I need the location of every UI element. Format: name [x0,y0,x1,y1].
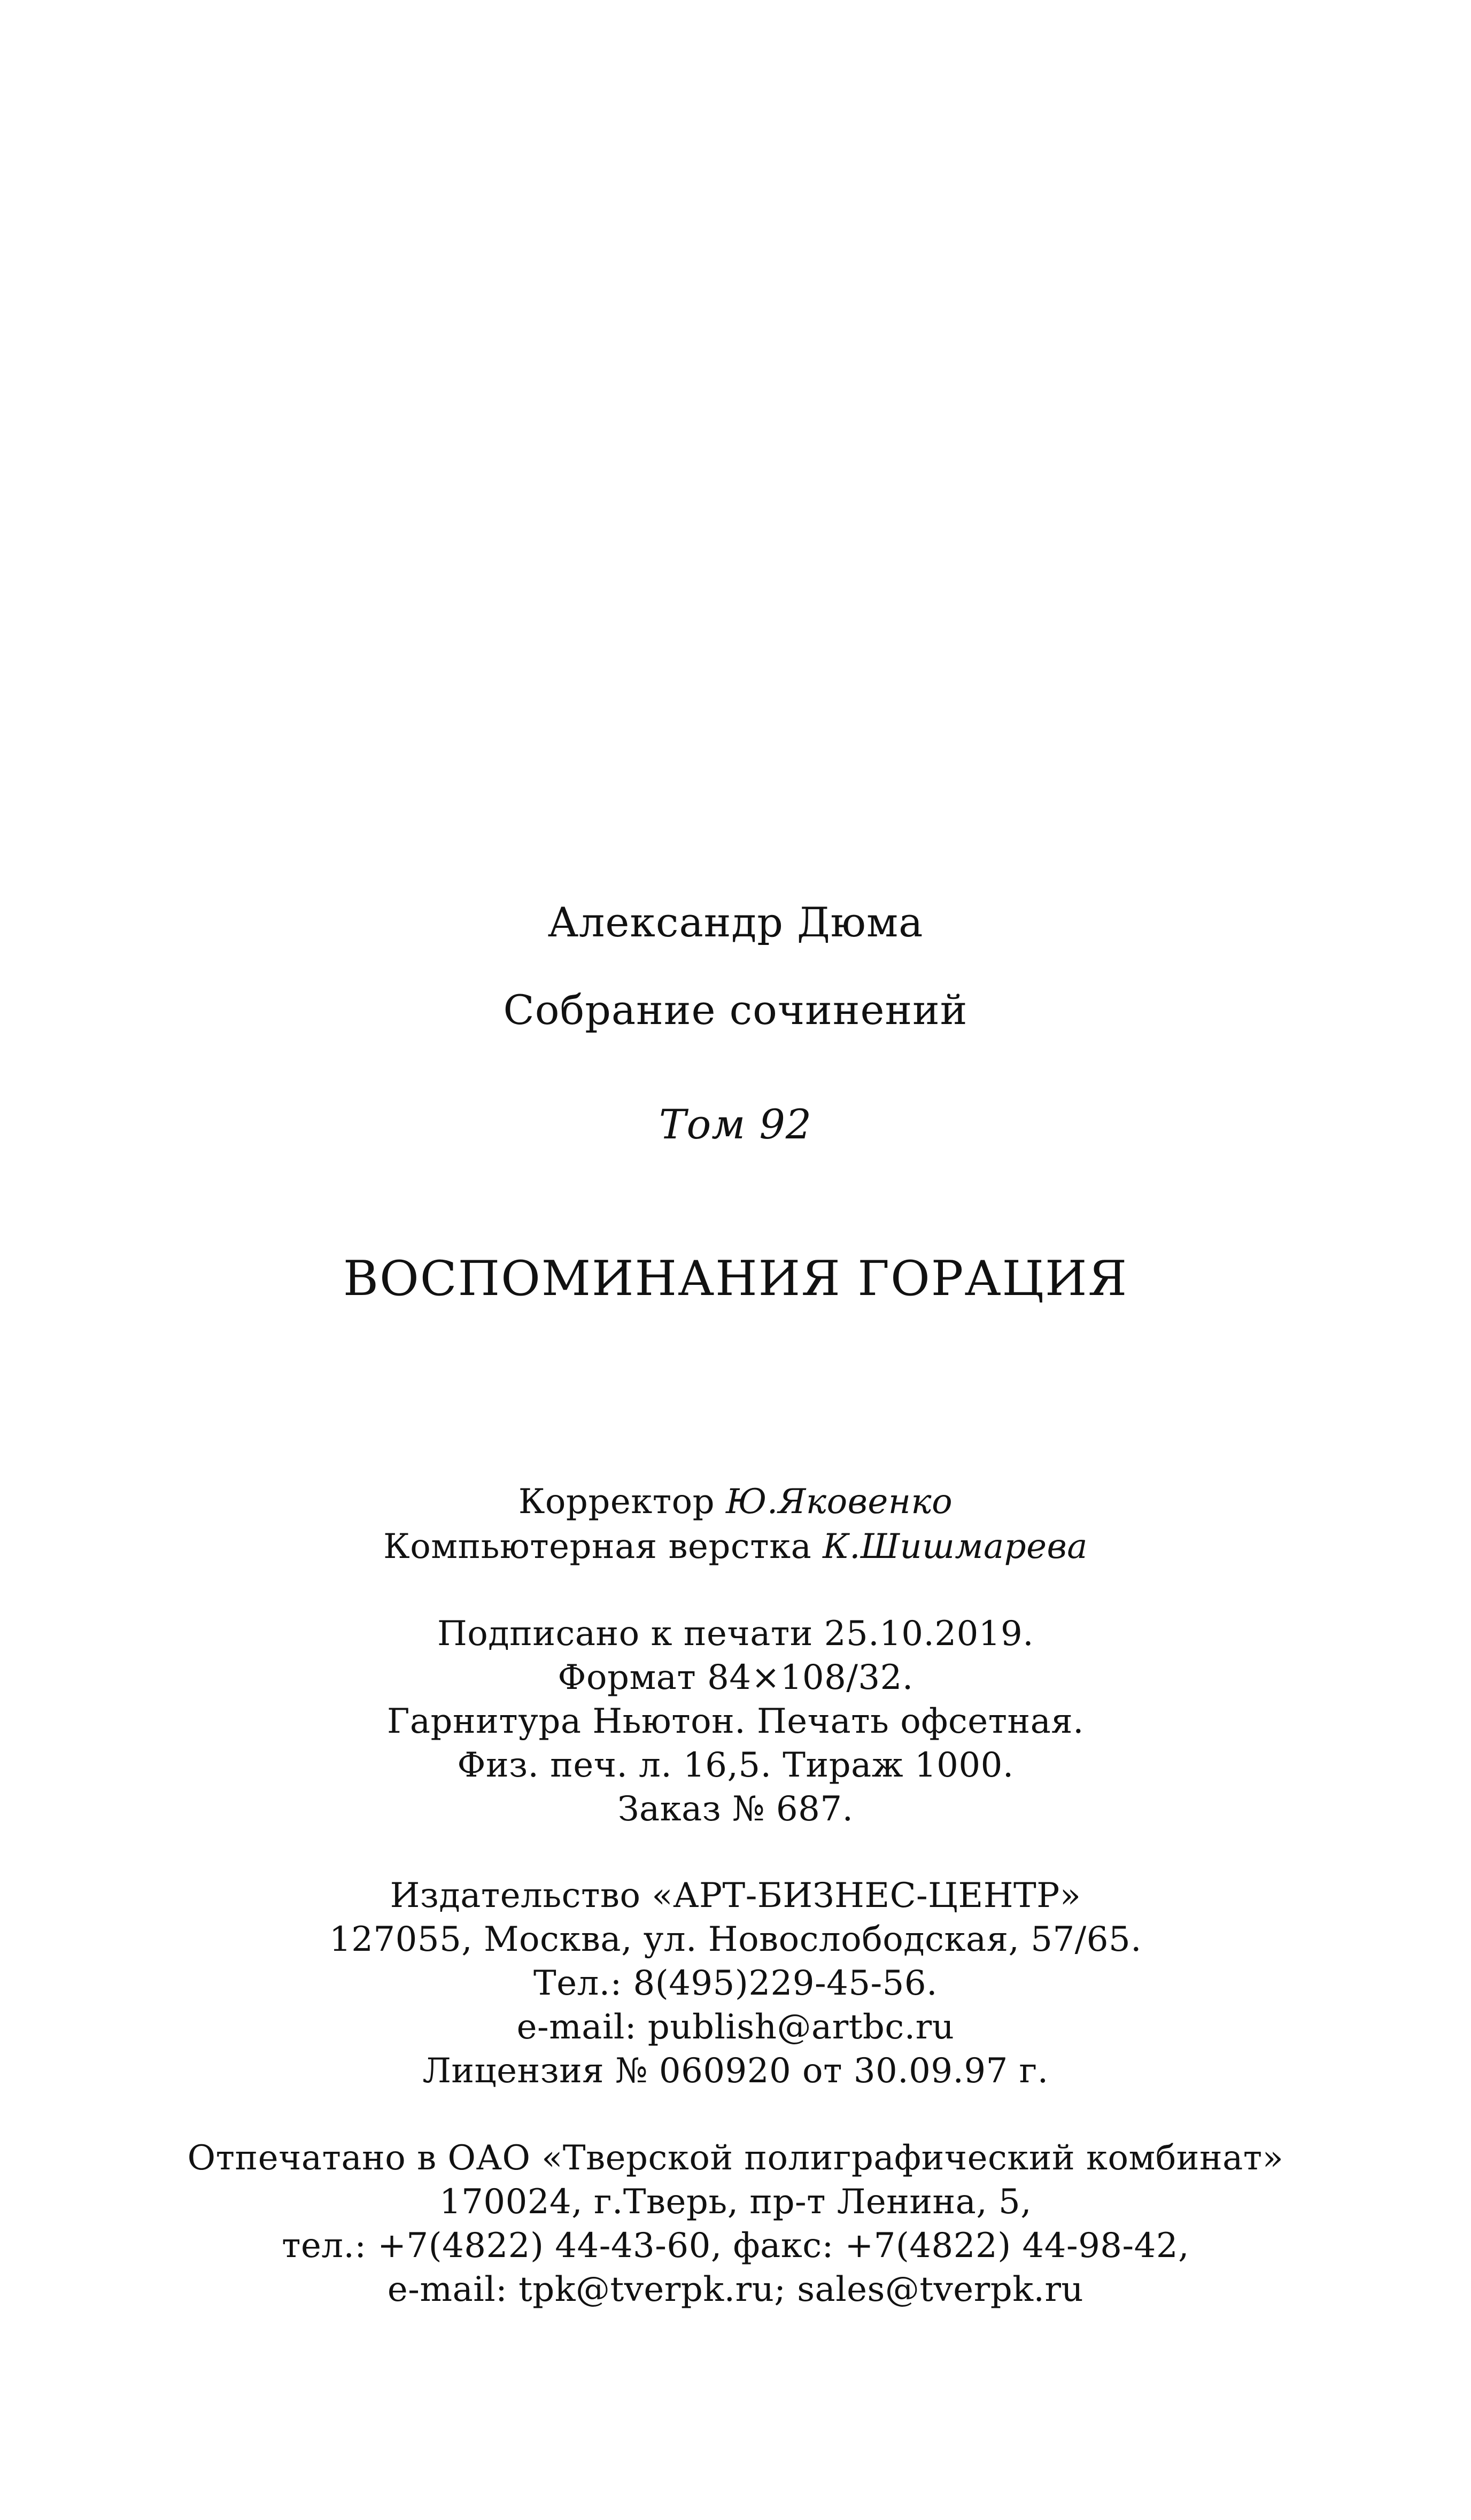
publisher-line: e-mail: publish@artbc.ru [516,2007,955,2047]
author-name: Александр Дюма [547,898,924,946]
printer-line: Отпечатано в ОАО «Тверской полиграфический комбинат» [187,2138,1284,2178]
publisher-line: 127055, Москва, ул. Новослободская, 57/65. [329,1920,1142,1959]
corrector-name: Ю.Яковенко [725,1482,953,1522]
print-info-line: Формат 84×108/32. [558,1658,913,1697]
publisher-line: Лицензия № 060920 от 30.09.97 г. [422,2051,1049,2091]
print-info-line: Заказ № 687. [617,1789,854,1829]
layout-name: К.Шишмарева [823,1527,1088,1567]
publisher-line: Тел.: 8(495)229-45-56. [533,1964,938,2003]
layout-credit [0,1527,1471,1567]
layout-label: Компьютерная верстка [383,1527,812,1567]
printer-line: e-mail: tpk@tverpk.ru; sales@tverpk.ru [387,2270,1084,2309]
print-info-line: Подписано к печати 25.10.2019. [437,1614,1034,1654]
publisher-line: Издательство «АРТ-БИЗНЕС-ЦЕНТР» [390,1876,1081,1916]
corrector-credit [0,1482,1471,1522]
printer-line: тел.: +7(4822) 44-43-60, факс: +7(4822) 44-98-42, [282,2226,1189,2266]
printer-line: 170024, г.Тверь, пр-т Ленина, 5, [439,2182,1032,2222]
series-title: Собрание сочинений [503,986,968,1034]
corrector-label: Корректор [518,1482,715,1522]
volume-number: Том 92 [659,1100,812,1148]
book-title: ВОСПОМИНАНИЯ ГОРАЦИЯ [343,1251,1128,1307]
print-info-line: Гарнитура Ньютон. Печать офсетная. [386,1702,1085,1741]
print-info-line: Физ. печ. л. 16,5. Тираж 1000. [457,1746,1014,1785]
